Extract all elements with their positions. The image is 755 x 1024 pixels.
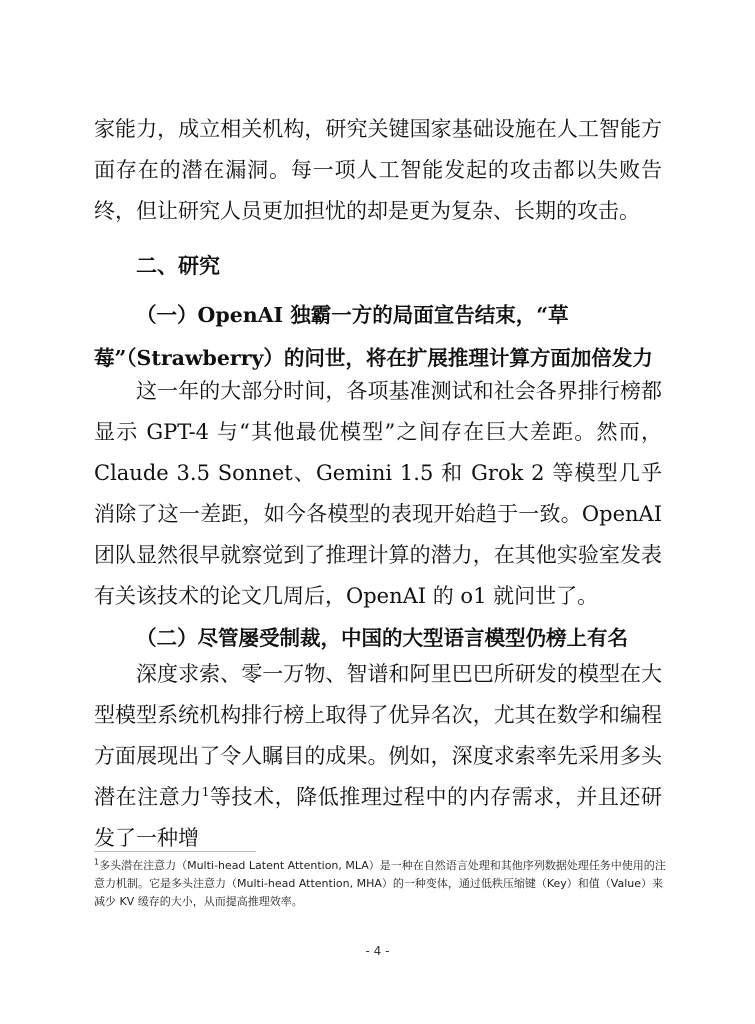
section-heading: 二、研究 [136, 254, 220, 278]
subsection2-text [94, 654, 662, 859]
footnote-marker: 1 [94, 857, 100, 867]
subsection2-paragraph-part2: 等技术，降低推理过程中的内存需求，并且还研发了一种增 [94, 785, 663, 850]
subsection1-text [94, 371, 662, 617]
subsection1-paragraph: 这一年的大部分时间，各项基准测试和社会各界排行榜都显示 GPT-4 与“其他最优模型”之间存在巨大差距。然而，Claude 3.5 Sonnet、Gemini 1.5 和 Grok 2 等模型几乎消除了这一差距，如今各模型的表现开始趋于一致。OpenAI 团队显然很早就察觉到了推理计算的潜力，在其他实验室发表有关该技术的论文几周后，OpenAI 的 o1 就问世了。 [94, 379, 662, 608]
footnote-reference[interactable]: 1 [201, 785, 210, 799]
footnote-text: 多头潜在注意力（Multi-head Latent Attention, MLA）是一种在自然语言处理和其他序列数据处理任务中使用的注意力机制。它是多头注意力（Multi-head Attention, MHA）的一种变体，通过低秩压缩键（Key）和值（Value）来减少 KV 缓存的大小，从而提高推理效率。 [94, 859, 666, 908]
footnote [94, 857, 666, 911]
footnote-divider [94, 851, 256, 852]
subsection2-paragraph [94, 654, 662, 859]
intro-paragraph: 家能力，成立相关机构，研究关键国家基础设施在人工智能方面存在的潜在漏洞。每一项人工智能发起的攻击都以失败告终，但让研究人员更加担忧的却是更为复杂、长期的攻击。 [94, 117, 662, 223]
subsection2-heading: （二）尽管屡受制裁，中国的大型语言模型仍榜上有名 [136, 626, 628, 650]
page-number: - 4 - [365, 944, 390, 958]
intro-text [94, 109, 662, 232]
subsection1-heading: （一）OpenAI 独霸一方的局面宣告结束，“草莓”（Strawberry）的问世，将在扩展推理计算方面加倍发力 [94, 303, 653, 370]
subsection2-paragraph-part1: 深度求索、零一万物、智谱和阿里巴巴所研发的模型在大型模型系统机构排行榜上取得了优异名次，尤其在数学和编程方面展现出了令人瞩目的成果。例如，深度求索率先采用多头潜在注意力 [94, 662, 662, 809]
